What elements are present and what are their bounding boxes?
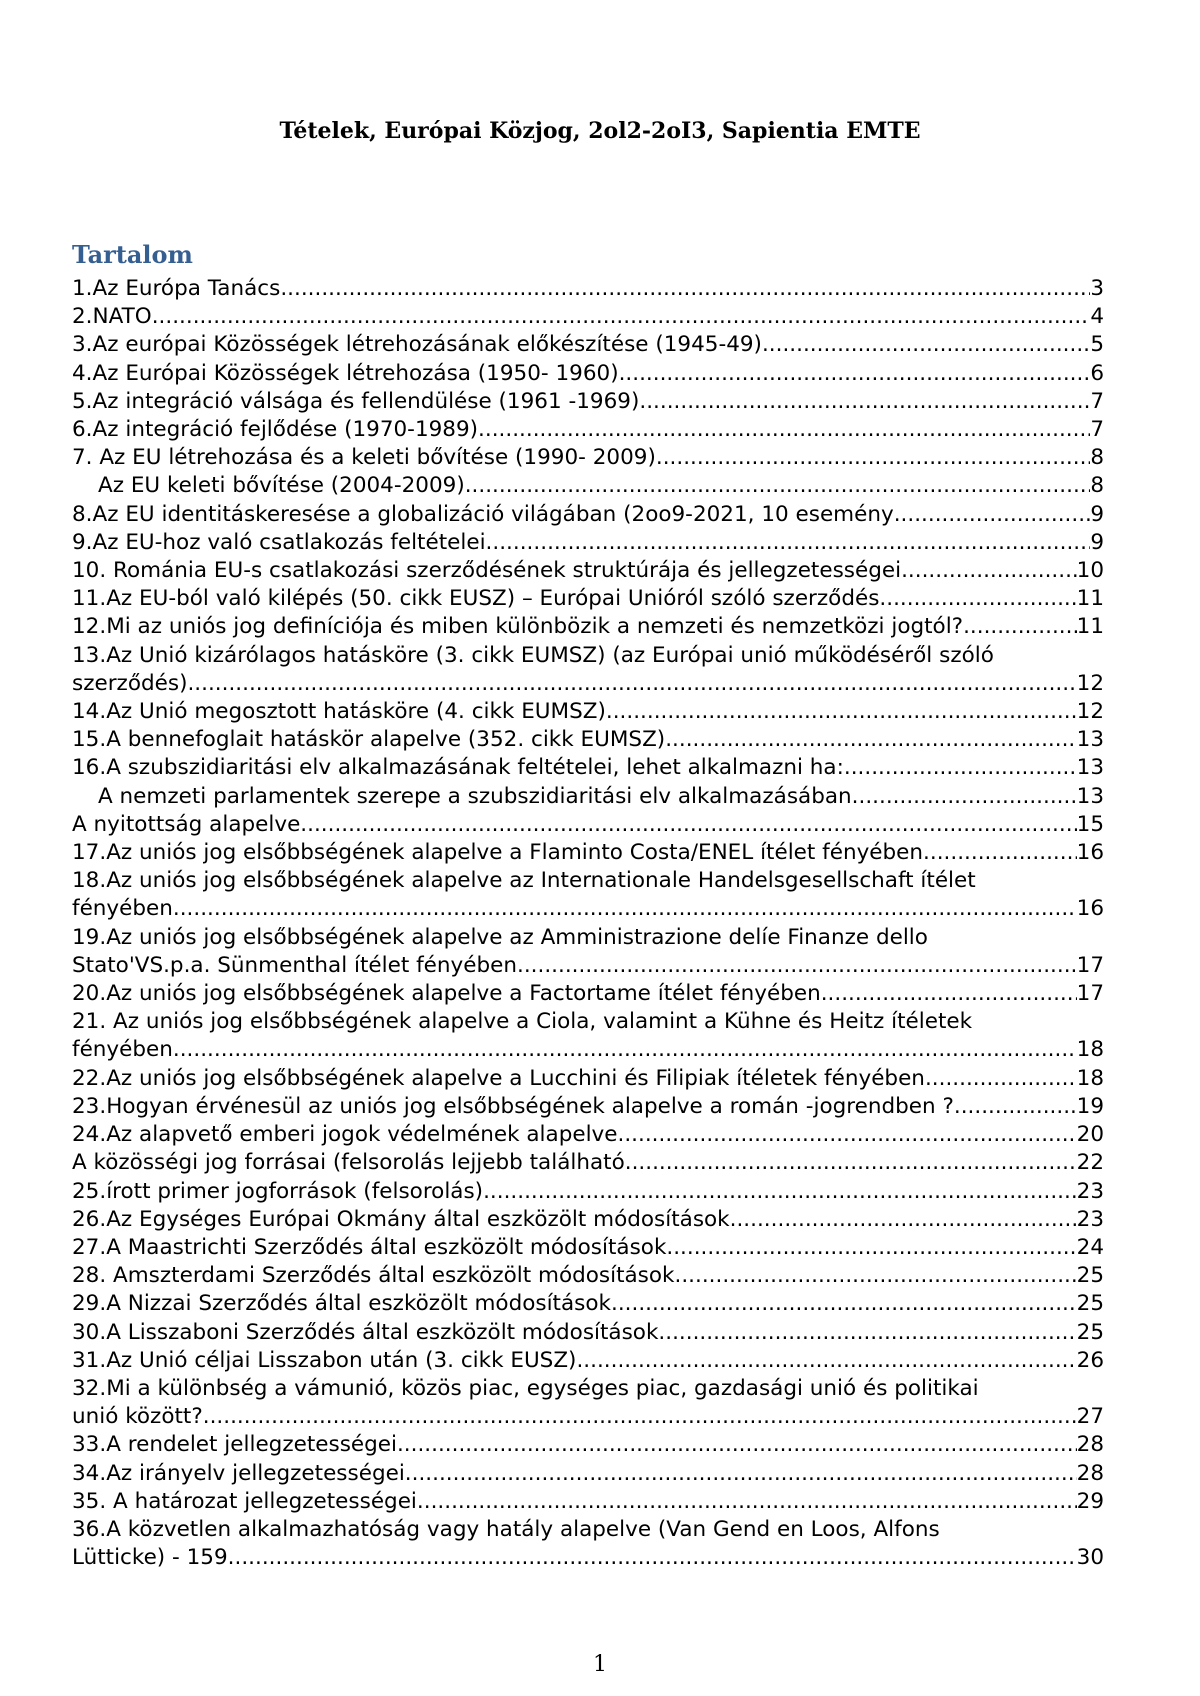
- toc-entry[interactable]: [72, 839, 1104, 867]
- dot-leader: [280, 275, 1090, 303]
- toc-entry-label: 17.Az uniós jog elsőbbségének alapelve a Flaminto Costa/ENEL ítélet fényében: [72, 840, 924, 866]
- toc-page-number: 15: [1076, 811, 1104, 837]
- toc-entry[interactable]: [72, 1234, 1104, 1262]
- toc-page-number: 20: [1076, 1122, 1104, 1148]
- toc-entry-label-continued: Stato'VS.p.a. Sünmenthal ítélet fényében.: [72, 952, 524, 978]
- toc-entry[interactable]: [72, 331, 1104, 359]
- toc-entry[interactable]: [72, 1178, 1104, 1206]
- toc-entry[interactable]: [72, 1319, 1104, 1347]
- toc-page-number: 9: [1090, 529, 1104, 555]
- toc-entry[interactable]: [72, 360, 1104, 388]
- toc-page-number: 28: [1076, 1460, 1104, 1486]
- dot-leader: [228, 1544, 1077, 1572]
- dot-leader: [963, 613, 1077, 641]
- toc-entry-label: 5.Az integráció válsága és fellendülése (1961 -1969): [72, 388, 640, 414]
- toc-entry[interactable]: [72, 1375, 1104, 1431]
- toc-entry-label: 1.Az Európa Tanács: [72, 276, 281, 301]
- dot-leader: [769, 331, 1091, 359]
- toc-entry-label: 28. Amszterdami Szerződés által eszközölt módosítások: [72, 1263, 675, 1289]
- toc-entry[interactable]: [72, 1206, 1104, 1234]
- toc-entry-label: 18.Az uniós jog elsőbbségének alapelve az Internationale Handelsgesellschaft ítélet: [72, 868, 976, 894]
- toc-entry-label: 23.Hogyan érvénesül az uniós jog elsőbbségének alapelve a román -jogrendben ?: [72, 1093, 954, 1119]
- toc-entry-label: A nemzeti parlamentek szerepe a szubszidiaritási elv alkalmazásában: [98, 783, 852, 809]
- toc-page-number: 7: [1090, 417, 1104, 443]
- toc-entry[interactable]: [72, 1008, 1104, 1064]
- toc-entry-label: 11.Az EU-ból való kilépés (50. cikk EUSZ) – Európai Unióról szóló szerződés: [72, 586, 880, 612]
- toc-entry[interactable]: [72, 585, 1104, 613]
- toc-entry-label: 12.Mi az uniós jog definíciója és miben különbözik a nemzeti és nemzetközi jogtól?: [72, 614, 964, 640]
- toc-entry[interactable]: [72, 1516, 1104, 1572]
- toc-entry[interactable]: [72, 726, 1104, 754]
- toc-entry-label: 6.Az integráció fejlődése (1970-1989): [72, 417, 479, 443]
- toc-page-number: 16: [1076, 840, 1104, 866]
- toc-entry-label: 13.Az Unió kizárólagos hatásköre (3. cikk EUMSZ) (az Európai unió működéséről szóló: [72, 642, 994, 668]
- toc-page-number: 5: [1090, 332, 1104, 358]
- dot-leader: [173, 895, 1077, 923]
- toc-entry-label: 36.A közvetlen alkalmazhatóság vagy hatály alapelve (Van Gend en Loos, Alfons: [72, 1516, 940, 1542]
- toc-entry-label: 4.Az Európai Közösségek létrehozása (1950- 1960): [72, 360, 619, 386]
- dot-leader: [894, 501, 1091, 529]
- toc-page-number: 10: [1076, 558, 1104, 584]
- toc-entry-label: 27.A Maastrichti Szerződés által eszközölt módosítások: [72, 1234, 667, 1260]
- dot-leader: [492, 529, 1090, 557]
- toc-page-number: 17: [1076, 981, 1104, 1007]
- toc-entry-label: 35. A határozat jellegzetességei.: [72, 1488, 424, 1514]
- dot-leader: [954, 1093, 1077, 1121]
- toc-page-number: 17: [1076, 952, 1104, 978]
- dot-leader: [619, 360, 1091, 388]
- toc-entry-label: 30.A Lisszaboni Szerződés által eszközölt módosítások: [72, 1319, 659, 1345]
- toc-entry-label: 19.Az uniós jog elsőbbségének alapelve az Amministrazione delíe Finanze dello: [72, 924, 928, 950]
- toc-entry-label: 7. Az EU létrehozása és a keleti bővítése (1990- 2009).: [72, 445, 663, 471]
- toc-entry[interactable]: [72, 924, 1104, 980]
- toc-entry-label: 2.NATO: [72, 304, 152, 330]
- toc-entry-label: 25.írott primer jogforrások (felsorolás): [72, 1178, 484, 1204]
- toc-page-number: 27: [1076, 1404, 1104, 1430]
- toc-page-number: 16: [1076, 896, 1104, 922]
- toc-entry[interactable]: [72, 783, 1104, 811]
- dot-leader: [925, 1065, 1077, 1093]
- toc-entry[interactable]: [72, 754, 1104, 782]
- dot-leader: [730, 1206, 1077, 1234]
- toc-page-number: 8: [1090, 445, 1104, 471]
- toc-entry-label: 9.Az EU-hoz való csatlakozás feltételei.: [72, 529, 493, 555]
- toc-entry-label: 31.Az Unió céljai Lisszabon után (3. cikk EUSZ): [72, 1347, 577, 1373]
- toc-entry-label: 26.Az Egységes Európai Okmány által eszközölt módosítások: [72, 1206, 730, 1232]
- table-of-contents: [72, 275, 1104, 1572]
- dot-leader: [465, 472, 1091, 500]
- toc-entry[interactable]: [72, 529, 1104, 557]
- toc-page-number: 3: [1090, 276, 1104, 301]
- toc-entry[interactable]: [72, 1149, 1104, 1177]
- toc-entry[interactable]: [72, 1093, 1104, 1121]
- toc-page-number: 30: [1076, 1545, 1104, 1571]
- toc-page-number: 26: [1076, 1347, 1104, 1373]
- dot-leader: [901, 557, 1077, 585]
- dot-leader: [478, 416, 1090, 444]
- dot-leader: [674, 1262, 1076, 1290]
- dot-leader: [576, 1347, 1076, 1375]
- dot-leader: [665, 726, 1076, 754]
- toc-entry[interactable]: [72, 388, 1104, 416]
- toc-entry-label-continued: fényében: [72, 1037, 173, 1063]
- toc-entry-label: 33.A rendelet jellegzetességei: [72, 1432, 397, 1458]
- page-number: 1: [593, 1652, 607, 1677]
- toc-page-number: 25: [1076, 1263, 1104, 1289]
- toc-entry[interactable]: [72, 1290, 1104, 1318]
- dot-leader: [923, 839, 1077, 867]
- dot-leader: [524, 952, 1077, 980]
- dot-leader: [639, 388, 1090, 416]
- toc-entry-label: 3.Az európai Közösségek létrehozásának előkészítése (1945-49).: [72, 332, 769, 358]
- dot-leader: [666, 1234, 1076, 1262]
- toc-entry[interactable]: [72, 1460, 1104, 1488]
- toc-page-number: 18: [1076, 1065, 1104, 1091]
- dot-leader: [606, 698, 1077, 726]
- toc-page-number: 24: [1076, 1234, 1104, 1260]
- toc-entry-label-continued: Lütticke) - 159: [72, 1545, 228, 1571]
- toc-entry[interactable]: [72, 867, 1104, 923]
- dot-leader: [879, 585, 1076, 613]
- toc-entry[interactable]: [72, 444, 1104, 472]
- toc-entry-label-continued: szerződés): [72, 670, 188, 696]
- dot-leader: [300, 811, 1076, 839]
- dot-leader: [203, 1403, 1077, 1431]
- toc-entry-label-continued: unió között?: [72, 1404, 203, 1430]
- toc-page-number: 12: [1076, 670, 1104, 696]
- toc-page-number: 13: [1076, 755, 1104, 781]
- toc-page-number: 6: [1090, 360, 1104, 386]
- toc-page-number: 4: [1090, 304, 1104, 330]
- toc-entry[interactable]: [72, 1121, 1104, 1149]
- toc-entry-label: Az EU keleti bővítése (2004-2009): [98, 473, 465, 499]
- dot-leader: [658, 1319, 1076, 1347]
- dot-leader: [663, 444, 1091, 472]
- toc-entry-label: 21. Az uniós jog elsőbbségének alapelve a Ciola, valamint a Kühne és Heitz ítéletek: [72, 1009, 973, 1035]
- toc-page-number: 22: [1076, 1150, 1104, 1176]
- toc-page-number: 13: [1076, 783, 1104, 809]
- dot-leader: [625, 1149, 1077, 1177]
- toc-entry[interactable]: [72, 1347, 1104, 1375]
- toc-entry[interactable]: [72, 303, 1104, 331]
- toc-entry-label-continued: fényében: [72, 896, 173, 922]
- toc-entry-label: 29.A Nizzai Szerződés által eszközölt módosítások: [72, 1291, 611, 1317]
- dot-leader: [424, 1488, 1077, 1516]
- toc-entry[interactable]: [72, 416, 1104, 444]
- toc-page-number: 13: [1076, 727, 1104, 753]
- dot-leader: [412, 1460, 1077, 1488]
- toc-entry-label: 22.Az uniós jog elsőbbségének alapelve a Lucchini és Filipiak ítéletek fényében: [72, 1065, 925, 1091]
- toc-entry[interactable]: [72, 557, 1104, 585]
- toc-entry-label: 15.A bennefoglait hatáskör alapelve (352. cikk EUMSZ): [72, 727, 666, 753]
- dot-leader: [844, 754, 1077, 782]
- dot-leader: [618, 1121, 1077, 1149]
- toc-entry[interactable]: [72, 642, 1104, 698]
- toc-entry[interactable]: [72, 1065, 1104, 1093]
- toc-page-number: 18: [1076, 1037, 1104, 1063]
- toc-page-number: 8: [1090, 473, 1104, 499]
- toc-page-number: 7: [1090, 388, 1104, 414]
- toc-page-number: 12: [1076, 699, 1104, 725]
- toc-entry[interactable]: [72, 811, 1104, 839]
- toc-entry-label: 8.Az EU identitáskeresése a globalizáció világában (2oo9-2021, 10 esemény: [72, 501, 894, 527]
- dot-leader: [397, 1431, 1077, 1459]
- toc-page-number: 9: [1090, 501, 1104, 527]
- dot-leader: [852, 783, 1077, 811]
- toc-page-number: 11: [1076, 586, 1104, 612]
- toc-entry-label: A közösségi jog forrásai (felsorolás lejjebb található: [72, 1150, 625, 1176]
- toc-entry-label: 24.Az alapvető emberi jogok védelmének alapelve: [72, 1122, 618, 1148]
- toc-entry-label: 10. Románia EU-s csatlakozási szerződésének struktúrája és jellegzetességei: [72, 558, 902, 584]
- toc-entry-label: 34.Az irányelv jellegzetességei.: [72, 1460, 412, 1486]
- dot-leader: [187, 670, 1076, 698]
- toc-page-number: 23: [1076, 1206, 1104, 1232]
- dot-leader: [821, 980, 1077, 1008]
- toc-page-number: 23: [1076, 1178, 1104, 1204]
- toc-entry-label: 20.Az uniós jog elsőbbségének alapelve a Factortame ítélet fényében: [72, 981, 821, 1007]
- toc-entry-label: 14.Az Unió megosztott hatásköre (4. cikk EUMSZ): [72, 699, 606, 725]
- toc-entry[interactable]: [72, 1488, 1104, 1516]
- toc-page-number: 29: [1076, 1488, 1104, 1514]
- toc-page-number: 25: [1076, 1319, 1104, 1345]
- toc-heading: Tartalom: [72, 240, 193, 269]
- dot-leader: [483, 1178, 1077, 1206]
- dot-leader: [611, 1290, 1077, 1318]
- toc-entry[interactable]: [72, 698, 1104, 726]
- toc-page-number: 19: [1076, 1093, 1104, 1119]
- toc-entry-label: 32.Mi a különbség a vámunió, közös piac, egységes piac, gazdasági unió és politikai: [72, 1375, 979, 1401]
- toc-page-number: 25: [1076, 1291, 1104, 1317]
- toc-entry-label: 16.A szubszidiaritási elv alkalmazásának feltételei, lehet alkalmazni ha:: [72, 755, 844, 781]
- toc-entry[interactable]: [72, 501, 1104, 529]
- toc-page-number: 28: [1076, 1432, 1104, 1458]
- toc-entry[interactable]: [72, 1431, 1104, 1459]
- toc-entry[interactable]: [72, 1262, 1104, 1290]
- toc-entry-label: A nyitottság alapelve: [72, 811, 301, 837]
- dot-leader: [152, 303, 1091, 331]
- document-title: Tételek, Európai Közjog, 2ol2-2oI3, Sapientia EMTE: [279, 118, 921, 144]
- toc-entry[interactable]: [72, 980, 1104, 1008]
- toc-entry[interactable]: [72, 275, 1104, 303]
- toc-page-number: 11: [1076, 614, 1104, 640]
- toc-entry[interactable]: [72, 472, 1104, 500]
- toc-entry[interactable]: [72, 613, 1104, 641]
- dot-leader: [173, 1036, 1077, 1064]
